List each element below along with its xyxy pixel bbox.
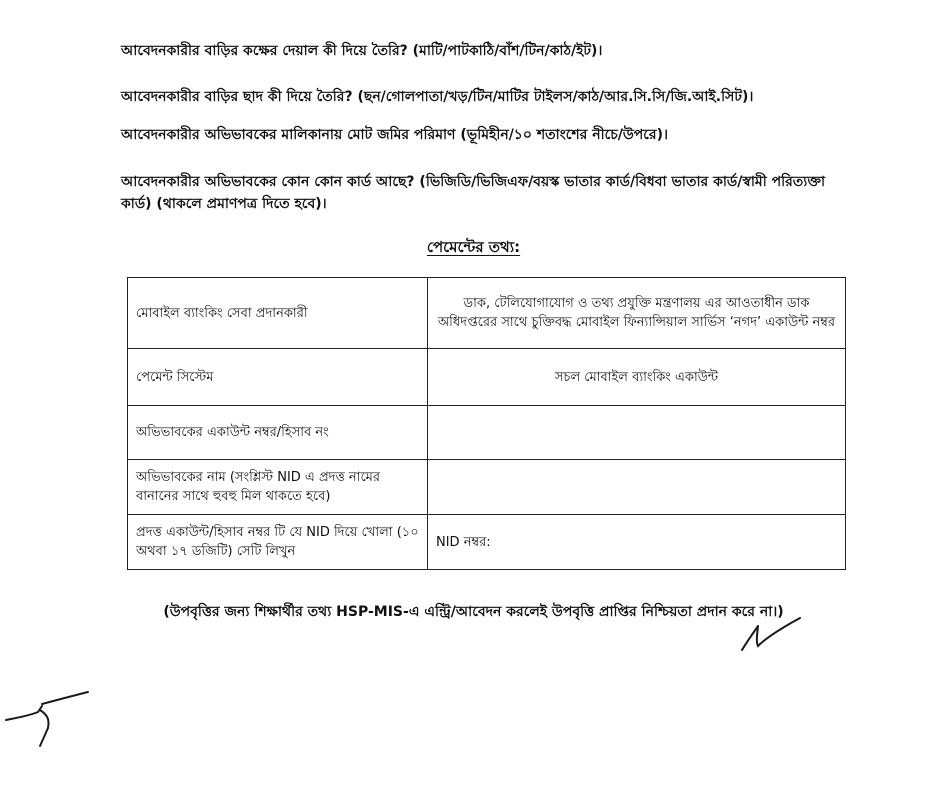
- question-land-amount: আবেদনকারীর অভিভাবকের মালিকানায় মোট জমির পরিমাণ (ভূমিহীন/১০ শতাংশের নীচে/উপরে)।: [121, 127, 669, 143]
- payment-heading: [0, 236, 947, 261]
- question-cards: আবেদনকারীর অভিভাবকের কোন কোন কার্ড আছে? (ভিজিডি/ভিজিএফ/বয়স্ক ভাতার কার্ড/বিধবা ভাতার কার্ড/স্বামী পরিত্যক্তা কার্ড) (থাকলে প্রমাণপত্র দিতে হবে)।: [121, 174, 826, 212]
- row-label-payment-system: পেমেন্ট সিস্টেম: [128, 349, 428, 406]
- row-label-provider: মোবাইল ব্যাংকিং সেবা প্রদানকারী: [128, 278, 428, 349]
- question-roof-material: আবেদনকারীর বাড়ির ছাদ কী দিয়ে তৈরি? (ছন/গোলপাতা/খড়/টিন/মাটির টাইলস/কাঠ/আর.সি.সি/জি.আই.সিট)।: [121, 89, 754, 105]
- row-value-payment-system: সচল মোবাইল ব্যাংকিং একাউন্ট: [428, 349, 846, 406]
- row-label-account-number: অভিভাবকের একাউন্ট নম্বর/হিসাব নং: [128, 406, 428, 460]
- row-label-guardian-name: অভিভাবকের নাম (সংশ্লিস্ট NID এ প্রদত্ত নামের বানানের সাথে হুবহু মিল থাকতে হবে): [128, 460, 428, 515]
- table-row: [128, 406, 846, 460]
- guardian-name-field[interactable]: [428, 460, 846, 515]
- initials-icon: [2, 688, 94, 750]
- row-label-nid: প্রদত্ত একাউন্ট/হিসাব নম্বর টি যে NID দিয়ে খোলা (১০ অথবা ১৭ ডজিটি) সেটি লিখুন: [128, 515, 428, 570]
- signature-icon: [736, 612, 806, 654]
- account-number-field[interactable]: [428, 406, 846, 460]
- table-row: [128, 349, 846, 406]
- table-row: [128, 460, 846, 515]
- nid-number-field[interactable]: NID নম্বর:: [428, 515, 846, 570]
- row-value-provider: ডাক, টেলিযোগাযোগ ও তথ্য প্রযুক্তি মন্ত্রণালয় এর আওতাধীন ডাক অধিদপ্তরের সাথে চুক্তিবদ্ধ মোবাইল ফিন্যান্সিয়াল সার্ভিস ‘নগদ’ একাউন্ট নম্বর: [428, 278, 846, 349]
- payment-table: [127, 277, 846, 570]
- footer-note: (উপবৃত্তির জন্য শিক্ষার্থীর তথ্য HSP-MIS-এ এন্ট্রি/আবেদন করলেই উপবৃত্তি প্রাপ্তির নিশ্চিয়তা প্রদান করে না।): [163, 604, 784, 620]
- table-row: [128, 278, 846, 349]
- payment-heading-text: পেমেন্টের তথ্য:: [426, 238, 521, 256]
- question-wall-material: আবেদনকারীর বাড়ির কক্ষের দেয়াল কী দিয়ে তৈরি? (মাটি/পাটকাঠি/বাঁশ/টিন/কাঠ/ইট)।: [121, 43, 603, 59]
- table-row: [128, 515, 846, 570]
